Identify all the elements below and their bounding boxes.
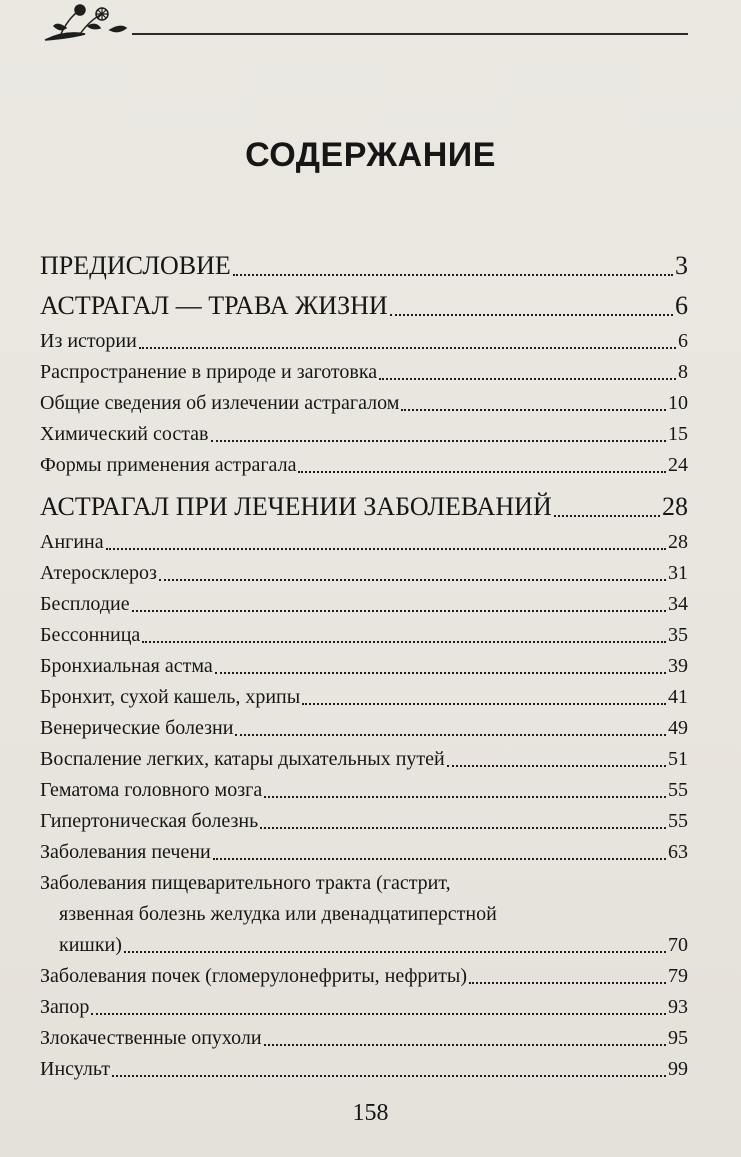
toc-entry-page: 51 [668, 748, 688, 770]
toc-entry-page: 93 [668, 996, 688, 1018]
toc-entry-title: Гематома головного мозга [40, 779, 263, 801]
toc-entry-page: 99 [668, 1058, 688, 1080]
toc-entry-page: 39 [668, 655, 688, 677]
toc-entry-title: Ангина [40, 531, 104, 553]
toc-entry-title-line2: язвенная болезнь желудка или двенадцатиперстной [59, 903, 497, 925]
toc-entry-title: кишки) [59, 934, 122, 956]
toc-entry[interactable] [40, 326, 688, 357]
toc-entry[interactable] [40, 775, 688, 806]
toc-entry-title-line3 [40, 930, 688, 961]
dot-leader [211, 440, 667, 442]
toc-entry-title: АСТРАГАЛ — ТРАВА ЖИЗНИ [40, 291, 388, 320]
toc-entry[interactable] [40, 992, 688, 1023]
dot-leader [401, 409, 666, 411]
toc-entry[interactable] [40, 527, 688, 558]
toc-entry[interactable] [40, 388, 688, 419]
toc-entry[interactable] [40, 419, 688, 450]
toc-entry-page: 70 [668, 934, 688, 956]
toc-entry-page: 49 [668, 717, 688, 739]
dot-leader [132, 610, 666, 612]
toc-entry[interactable] [40, 713, 688, 744]
dot-leader [379, 378, 676, 380]
dot-leader [159, 579, 666, 581]
toc-entry[interactable] [40, 744, 688, 775]
toc-entry[interactable] [40, 357, 688, 388]
dot-leader [390, 314, 673, 316]
dot-leader [260, 827, 666, 829]
toc-entry[interactable] [40, 961, 688, 992]
toc-entry-title: Воспаление легких, катары дыхательных путей [40, 748, 445, 770]
toc-entry-title: Из истории [40, 330, 137, 352]
dot-leader [213, 858, 666, 860]
dot-leader [124, 951, 666, 953]
toc-entry-title: Венерические болезни [40, 717, 234, 739]
toc-entry-title-line1: Заболевания пищеварительного тракта (гастрит, [40, 872, 451, 894]
toc-entry-page: 95 [668, 1027, 688, 1049]
toc-entry-page: 35 [668, 624, 688, 646]
toc-entry-title: Формы применения астрагала [40, 454, 297, 476]
toc-entry-title: АСТРАГАЛ ПРИ ЛЕЧЕНИИ ЗАБОЛЕВАНИЙ [40, 492, 552, 521]
toc-entry[interactable] [40, 450, 688, 481]
toc-entry-page: 55 [668, 810, 688, 832]
dot-leader [235, 734, 666, 736]
toc-entry-title: Распространение в природе и заготовка [40, 361, 378, 383]
dot-leader [264, 796, 666, 798]
toc-entry-title: Общие сведения об излечении астрагалом [40, 392, 400, 414]
toc-entry-page: 41 [668, 686, 688, 708]
dot-leader [469, 982, 666, 984]
dot-leader [215, 672, 666, 674]
toc-entry-title: ПРЕДИСЛОВИЕ [40, 251, 231, 280]
toc-entry-page: 31 [668, 562, 688, 584]
toc-entry-page: 6 [675, 291, 688, 320]
toc-entry[interactable] [40, 651, 688, 682]
toc-entry-page: 28 [662, 492, 688, 521]
toc-entry-page: 34 [668, 593, 688, 615]
toc-entry[interactable] [40, 487, 688, 527]
toc-entry[interactable] [40, 837, 688, 868]
toc-entry[interactable] [40, 558, 688, 589]
toc-entry-title: Бессонница [40, 624, 141, 646]
toc-entry[interactable] [40, 246, 688, 286]
toc-entry[interactable] [40, 682, 688, 713]
dot-leader [554, 515, 660, 517]
toc-entry-page: 24 [668, 454, 688, 476]
header-rule [132, 33, 688, 35]
toc-entry-page: 8 [678, 361, 688, 383]
dot-leader [298, 471, 666, 473]
dot-leader [91, 1013, 666, 1015]
toc-entry-title: Заболевания почек (гломерулонефриты, нефриты) [40, 965, 467, 987]
toc-entry-page: 55 [668, 779, 688, 801]
toc-entry[interactable] [40, 806, 688, 837]
toc-entry-title: Инсульт [40, 1058, 110, 1080]
dot-leader [264, 1044, 666, 1046]
dot-leader [447, 765, 666, 767]
toc-entry[interactable] [40, 620, 688, 651]
toc-entry[interactable] [40, 589, 688, 620]
toc-entry-page: 79 [668, 965, 688, 987]
dot-leader [112, 1075, 666, 1077]
toc-entry-title: Злокачественные опухоли [40, 1027, 262, 1049]
toc-entry-page: 28 [668, 531, 688, 553]
toc-entry[interactable] [40, 286, 688, 326]
toc-entry-title: Химический состав [40, 423, 209, 445]
toc-entry[interactable] [40, 1023, 688, 1054]
toc-entry[interactable] [40, 868, 688, 961]
dot-leader [233, 274, 673, 276]
toc-entry-page: 10 [668, 392, 688, 414]
page-title: СОДЕРЖАНИЕ [245, 136, 496, 174]
toc-entry-title: Бесплодие [40, 593, 130, 615]
toc-entry-page: 15 [668, 423, 688, 445]
toc-entry-title: Бронхит, сухой кашель, хрипы [40, 686, 301, 708]
toc-entry-title: Бронхиальная астма [40, 655, 213, 677]
dot-leader [106, 548, 666, 550]
toc-entry-page: 6 [678, 330, 688, 352]
toc-entry-page: 63 [668, 841, 688, 863]
toc-entry-title: Гипертоническая болезнь [40, 810, 259, 832]
dot-leader [142, 641, 666, 643]
page-number: 158 [352, 1100, 389, 1126]
dot-leader [139, 347, 676, 349]
table-of-contents [40, 246, 688, 1085]
toc-entry-title: Заболевания печени [40, 841, 211, 863]
toc-entry-title: Атеросклероз [40, 562, 157, 584]
toc-entry-title: Запор [40, 996, 90, 1018]
toc-entry-page: 3 [675, 251, 688, 280]
dot-leader [302, 703, 666, 705]
flower-logo-icon [40, 0, 130, 44]
toc-entry[interactable] [40, 1054, 688, 1085]
